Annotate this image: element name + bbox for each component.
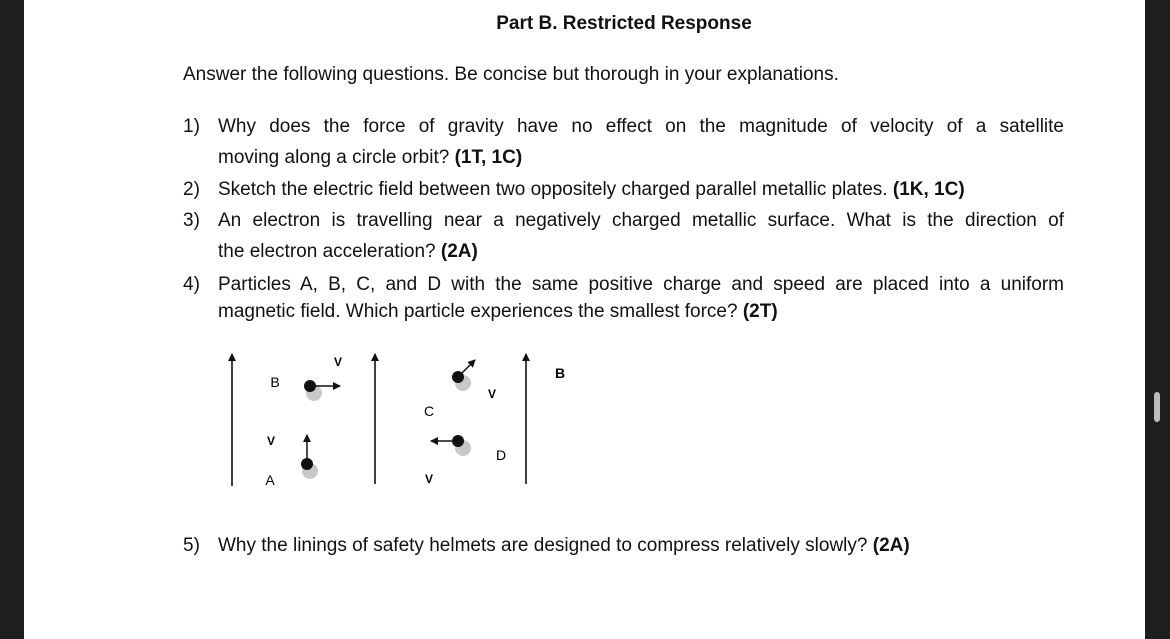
velocity-label: V	[424, 472, 434, 486]
question-marks: (2A)	[872, 535, 910, 556]
question-marks: (2T)	[742, 301, 778, 322]
particle-c	[424, 360, 496, 419]
velocity-label: V	[333, 355, 343, 369]
question-marks: (2A)	[440, 241, 478, 262]
question-number: 1)	[183, 116, 200, 137]
question-text-cont: moving along a circle orbit? (1T, 1C)	[218, 147, 523, 168]
question-number: 4)	[183, 274, 200, 295]
question-text-cont: magnetic field. Which particle experiences the smallest force? (2T)	[218, 301, 778, 322]
question-text: An electron is travelling near a negatively charged metallic surface. What is the direction of	[218, 210, 1064, 231]
question-text: Why the linings of safety helmets are designed to compress relatively slowly? (2A)	[218, 535, 910, 556]
instructions: Answer the following questions. Be concise but thorough in your explanations.	[183, 64, 839, 85]
velocity-label: V	[266, 434, 276, 448]
field-label: B	[554, 365, 566, 381]
magnetic-field-diagram	[200, 340, 580, 500]
particle-label: B	[270, 374, 280, 390]
part-title: Part B. Restricted Response	[496, 13, 752, 34]
scrollbar-track[interactable]	[1145, 0, 1170, 639]
question-text: Why does the force of gravity have no effect on the magnitude of velocity of a satellite	[218, 116, 1064, 137]
question-marks: (1T, 1C)	[454, 147, 523, 168]
question-marks: (1K, 1C)	[892, 179, 965, 200]
question-number: 5)	[183, 535, 200, 556]
question-text: Sketch the electric field between two oppositely charged parallel metallic plates. (1K, 1C)	[218, 179, 965, 200]
particle-label: D	[495, 447, 507, 463]
particle-d	[425, 435, 506, 486]
question-number: 3)	[183, 210, 200, 231]
velocity-label: V	[487, 387, 497, 401]
question-text-cont: the electron acceleration? (2A)	[218, 241, 478, 262]
particle-label: A	[265, 472, 275, 488]
scrollbar-thumb[interactable]	[1154, 392, 1160, 422]
particle-label: C	[423, 403, 435, 419]
question-number: 2)	[183, 179, 200, 200]
question-text: Particles A, B, C, and D with the same positive charge and speed are placed into a uniform	[218, 274, 1064, 295]
particle-a	[265, 434, 318, 488]
particle-b	[270, 355, 342, 401]
